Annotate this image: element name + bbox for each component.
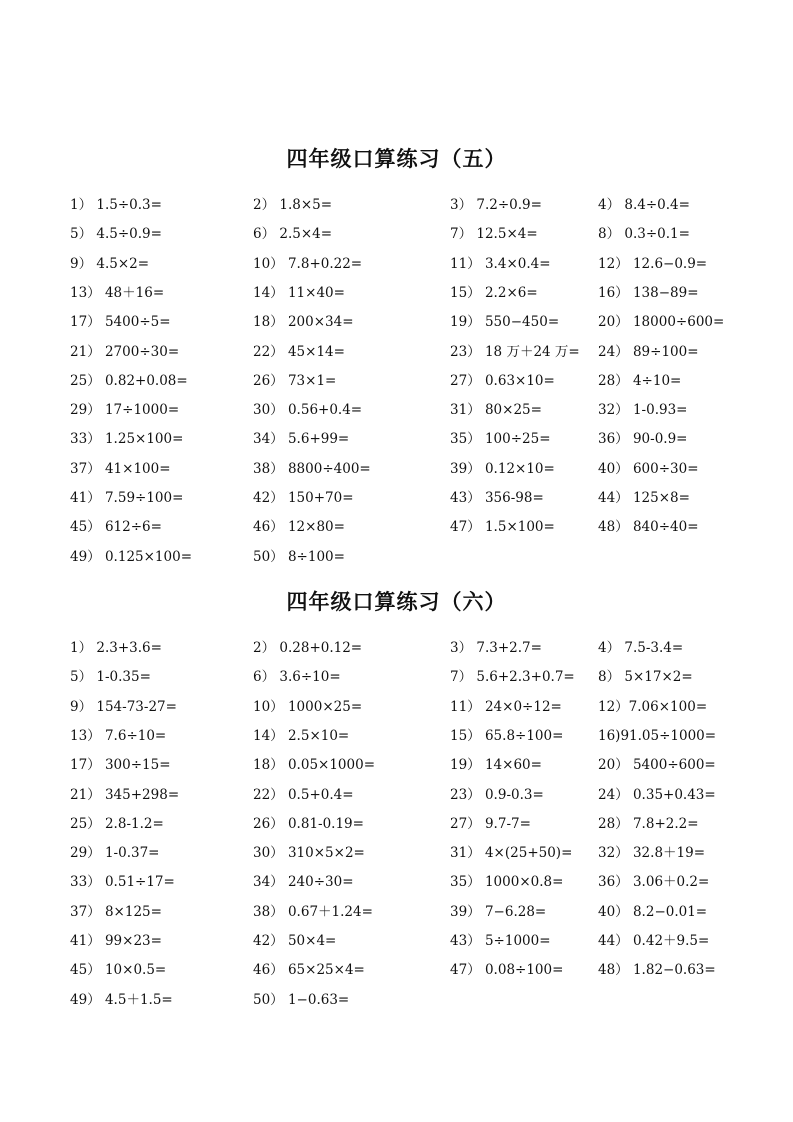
exercise-item: 47） 0.08÷100= bbox=[450, 962, 564, 979]
exercise-item: 44） 125×8= bbox=[598, 490, 690, 506]
exercise-item: 31） 4×(25+50)= bbox=[450, 845, 573, 862]
exercise-item: 48） 840÷40= bbox=[598, 519, 699, 536]
exercise-item: 10） 7.8+0.22= bbox=[253, 255, 363, 272]
exercise-item: 15） 2.2×6= bbox=[450, 284, 538, 301]
exercise-item: 41） 7.59÷100= bbox=[70, 490, 184, 506]
exercise-item: 27） 9.7-7= bbox=[450, 815, 531, 832]
exercise-item: 32） 32.8＋19= bbox=[598, 845, 706, 862]
worksheet-6-title: 四年级口算练习（六） bbox=[286, 590, 507, 614]
worksheet-5-title: 四年级口算练习（五） bbox=[286, 147, 507, 171]
exercise-item: 36） 3.06＋0.2= bbox=[598, 874, 710, 891]
exercise-item: 50） 8÷100= bbox=[253, 548, 345, 565]
exercise-item: 1） 2.3+3.6= bbox=[70, 640, 162, 656]
exercise-item: 30） 310×5×2= bbox=[253, 845, 365, 862]
exercise-item: 26） 73×1= bbox=[253, 372, 337, 389]
exercise-item: 14） 2.5×10= bbox=[253, 727, 350, 744]
exercise-item: 50） 1−0.63= bbox=[253, 991, 350, 1008]
exercise-item: 36） 90-0.9= bbox=[598, 431, 688, 448]
exercise-item: 32） 1-0.93= bbox=[598, 402, 688, 419]
exercise-item: 49） 4.5＋1.5= bbox=[70, 991, 173, 1008]
exercise-item: 45） 612÷6= bbox=[70, 519, 162, 536]
exercise-item: 20） 5400÷600= bbox=[598, 757, 716, 774]
exercise-item: 37） 8×125= bbox=[70, 903, 162, 920]
exercise-item: 5） 1-0.35= bbox=[70, 669, 151, 686]
exercise-item: 18） 0.05×1000= bbox=[253, 757, 376, 774]
exercise-item: 22） 0.5+0.4= bbox=[253, 786, 354, 803]
exercise-item: 7） 5.6+2.3+0.7= bbox=[450, 669, 575, 686]
exercise-item: 28） 7.8+2.2= bbox=[598, 815, 699, 832]
exercise-item: 11） 3.4×0.4= bbox=[450, 255, 551, 272]
exercise-item: 28） 4÷10= bbox=[598, 372, 682, 389]
exercise-item: 39） 0.12×10= bbox=[450, 460, 555, 477]
exercise-item: 4） 8.4÷0.4= bbox=[598, 197, 690, 213]
exercise-item: 40） 8.2−0.01= bbox=[598, 903, 708, 920]
exercise-item: 38） 8800÷400= bbox=[253, 460, 371, 477]
exercise-item: 21） 345+298= bbox=[70, 786, 180, 803]
exercise-item: 1） 1.5÷0.3= bbox=[70, 197, 162, 213]
exercise-item: 17） 5400÷5= bbox=[70, 314, 171, 331]
exercise-item: 21） 2700÷30= bbox=[70, 343, 180, 360]
exercise-item: 16)91.05÷1000= bbox=[598, 727, 717, 744]
exercise-item: 42） 150+70= bbox=[253, 490, 354, 506]
exercise-item: 31） 80×25= bbox=[450, 402, 542, 419]
exercise-item: 14） 11×40= bbox=[253, 284, 345, 301]
exercise-item: 16） 138−89= bbox=[598, 284, 699, 301]
exercise-item: 5） 4.5÷0.9= bbox=[70, 226, 162, 243]
exercise-item: 26） 0.81-0.19= bbox=[253, 815, 364, 832]
exercise-item: 12） 12.6−0.9= bbox=[598, 255, 708, 272]
exercise-item: 23） 18 万＋24 万= bbox=[450, 343, 580, 360]
exercise-item: 13） 7.6÷10= bbox=[70, 727, 167, 744]
exercise-item: 29） 1-0.37= bbox=[70, 845, 160, 862]
exercise-item: 3） 7.3+2.7= bbox=[450, 640, 542, 656]
exercise-item: 30） 0.56+0.4= bbox=[253, 402, 363, 419]
exercise-item: 46） 65×25×4= bbox=[253, 962, 365, 979]
exercise-item: 25） 2.8-1.2= bbox=[70, 815, 164, 832]
exercise-item: 25） 0.82+0.08= bbox=[70, 372, 188, 389]
exercise-item: 4） 7.5-3.4= bbox=[598, 640, 684, 656]
exercise-item: 7） 12.5×4= bbox=[450, 226, 538, 243]
exercise-item: 3） 7.2÷0.9= bbox=[450, 197, 542, 213]
exercise-item: 33） 1.25×100= bbox=[70, 431, 184, 448]
exercise-item: 34） 240÷30= bbox=[253, 874, 354, 891]
exercise-item: 34） 5.6+99= bbox=[253, 431, 350, 448]
exercise-item: 29） 17÷1000= bbox=[70, 402, 180, 419]
exercise-item: 37） 41×100= bbox=[70, 460, 171, 477]
exercise-item: 46） 12×80= bbox=[253, 519, 345, 536]
exercise-item: 8） 5×17×2= bbox=[598, 669, 693, 686]
exercise-item: 22） 45×14= bbox=[253, 343, 345, 360]
exercise-item: 6） 2.5×4= bbox=[253, 226, 333, 243]
exercise-item: 44） 0.42＋9.5= bbox=[598, 933, 710, 949]
exercise-item: 13） 48＋16= bbox=[70, 284, 165, 301]
exercise-item: 2） 1.8×5= bbox=[253, 197, 333, 213]
exercise-item: 17） 300÷15= bbox=[70, 757, 171, 774]
exercise-item: 9） 154-73-27= bbox=[70, 698, 177, 715]
exercise-item: 2） 0.28+0.12= bbox=[253, 640, 363, 656]
exercise-item: 8） 0.3÷0.1= bbox=[598, 226, 690, 243]
exercise-item: 20） 18000÷600= bbox=[598, 314, 725, 331]
exercise-item: 35） 100÷25= bbox=[450, 431, 551, 448]
exercise-item: 24） 89÷100= bbox=[598, 343, 699, 360]
exercise-item: 48） 1.82−0.63= bbox=[598, 962, 716, 979]
exercise-item: 38） 0.67＋1.24= bbox=[253, 903, 373, 920]
exercise-item: 24） 0.35+0.43= bbox=[598, 786, 716, 803]
exercise-item: 43） 5÷1000= bbox=[450, 933, 551, 949]
exercise-item: 15） 65.8÷100= bbox=[450, 727, 564, 744]
exercise-item: 45） 10×0.5= bbox=[70, 962, 167, 979]
exercise-item: 6） 3.6÷10= bbox=[253, 669, 341, 686]
exercise-item: 9） 4.5×2= bbox=[70, 255, 150, 272]
exercise-item: 35） 1000×0.8= bbox=[450, 874, 564, 891]
exercise-item: 41） 99×23= bbox=[70, 933, 162, 949]
exercise-item: 19） 14×60= bbox=[450, 757, 542, 774]
exercise-item: 23） 0.9-0.3= bbox=[450, 786, 544, 803]
exercise-item: 11） 24×0÷12= bbox=[450, 698, 562, 715]
exercise-item: 47） 1.5×100= bbox=[450, 519, 555, 536]
exercise-item: 43） 356-98= bbox=[450, 490, 544, 506]
exercise-item: 19） 550−450= bbox=[450, 314, 560, 331]
exercise-item: 49） 0.125×100= bbox=[70, 548, 193, 565]
exercise-item: 39） 7−6.28= bbox=[450, 903, 547, 920]
exercise-item: 18） 200×34= bbox=[253, 314, 354, 331]
exercise-item: 40） 600÷30= bbox=[598, 460, 699, 477]
exercise-item: 10） 1000×25= bbox=[253, 698, 363, 715]
exercise-item: 33） 0.51÷17= bbox=[70, 874, 175, 891]
exercise-item: 12）7.06×100= bbox=[598, 698, 708, 715]
exercise-item: 42） 50×4= bbox=[253, 933, 337, 949]
exercise-item: 27） 0.63×10= bbox=[450, 372, 555, 389]
